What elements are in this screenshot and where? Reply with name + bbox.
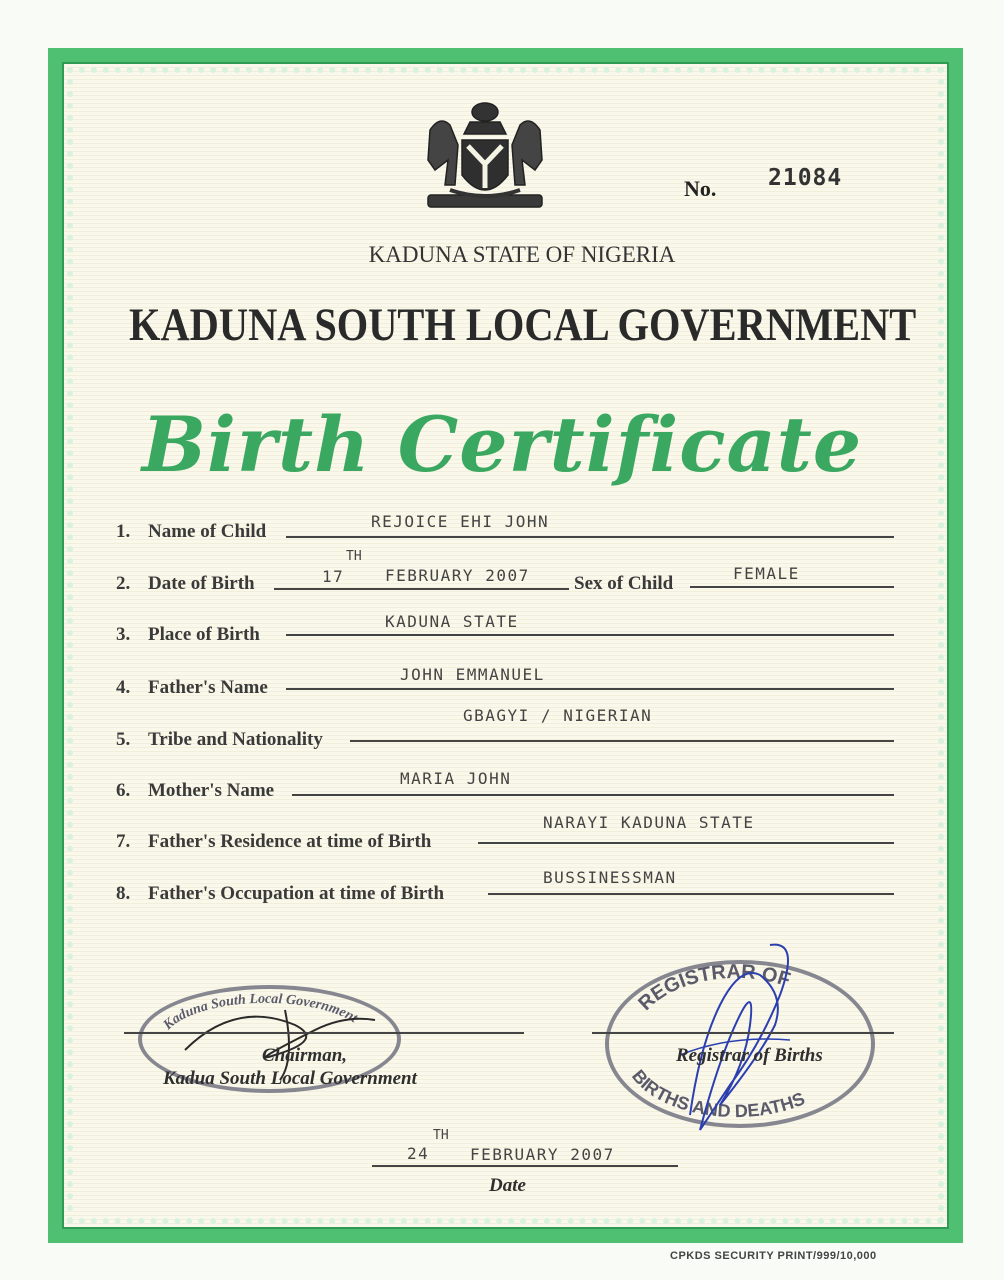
field-1-value: REJOICE EHI JOHN: [371, 512, 550, 531]
field-7-label: Father's Residence at time of Birth: [148, 831, 432, 852]
issue-date-label: Date: [489, 1175, 526, 1196]
sex-label: Sex of Child: [574, 573, 674, 594]
registrar-title: Registrar of Births: [676, 1045, 823, 1066]
registrar-stamp-top-text: REGISTRAR OF: [634, 960, 793, 1015]
registrar-stamp-bottom-text: BIRTHS AND DEATHS: [628, 1065, 808, 1120]
field-5-value: GBAGYI / NIGERIAN: [463, 706, 653, 725]
lga-stamp-ring-text: Kaduna South Local Government: [160, 991, 360, 1034]
registrar-signature-line: [592, 1032, 894, 1034]
security-print-note: CPKDS SECURITY PRINT/999/10,000: [670, 1250, 877, 1262]
coat-of-arms-icon: [410, 90, 560, 220]
field-7-number: 7.: [116, 831, 131, 852]
field-2-day-suffix: TH: [346, 549, 362, 564]
chairman-signature-line: [124, 1032, 524, 1034]
field-8-line: [488, 893, 894, 895]
field-3-number: 3.: [116, 624, 131, 645]
field-6-label: Mother's Name: [148, 780, 275, 801]
field-4-number: 4.: [116, 677, 131, 698]
field-2-number: 2.: [116, 573, 131, 594]
field-8-label: Father's Occupation at time of Birth: [148, 883, 445, 904]
field-3-value: KADUNA STATE: [385, 612, 519, 631]
field-2-label: Date of Birth: [148, 573, 255, 594]
state-heading: KADUNA STATE OF NIGERIA: [368, 242, 676, 267]
field-3-label: Place of Birth: [148, 624, 260, 645]
chairman-office: Kadua South Local Government: [163, 1068, 417, 1089]
field-8-number: 8.: [116, 883, 131, 904]
field-7-value: NARAYI KADUNA STATE: [543, 813, 755, 832]
sex-value: FEMALE: [733, 564, 800, 583]
field-2-value: FEBRUARY 2007: [385, 566, 530, 585]
field-8-value: BUSSINESSMAN: [543, 868, 677, 887]
field-2-line: [274, 588, 569, 590]
field-5-label: Tribe and Nationality: [148, 729, 323, 750]
certificate-number-label: No.: [684, 176, 717, 201]
certificate-title: Birth Certificate: [141, 400, 863, 489]
sex-line: [690, 586, 894, 588]
field-1-label: Name of Child: [148, 521, 267, 542]
field-7-line: [478, 842, 894, 844]
field-4-line: [286, 688, 894, 690]
certificate-number: 21084: [768, 165, 843, 191]
field-6-number: 6.: [116, 780, 131, 801]
issue-date-line: [372, 1165, 678, 1167]
chairman-title: Chairman,: [262, 1045, 348, 1066]
field-1-number: 1.: [116, 521, 131, 542]
issue-month-year: FEBRUARY 2007: [470, 1145, 615, 1164]
field-2-day: 17: [322, 567, 345, 586]
field-4-value: JOHN EMMANUEL: [400, 665, 545, 684]
registrar-signature: [660, 935, 810, 1140]
field-4-label: Father's Name: [148, 677, 268, 698]
field-5-number: 5.: [116, 729, 131, 750]
lga-heading: KADUNA SOUTH LOCAL GOVERNMENT: [129, 299, 917, 351]
field-6-value: MARIA JOHN: [400, 769, 512, 788]
issue-day: 24: [407, 1144, 430, 1163]
field-3-line: [286, 634, 894, 636]
issue-day-suffix: TH: [433, 1128, 449, 1143]
field-6-line: [292, 794, 894, 796]
field-5-line: [350, 740, 894, 742]
field-1-line: [286, 536, 894, 538]
